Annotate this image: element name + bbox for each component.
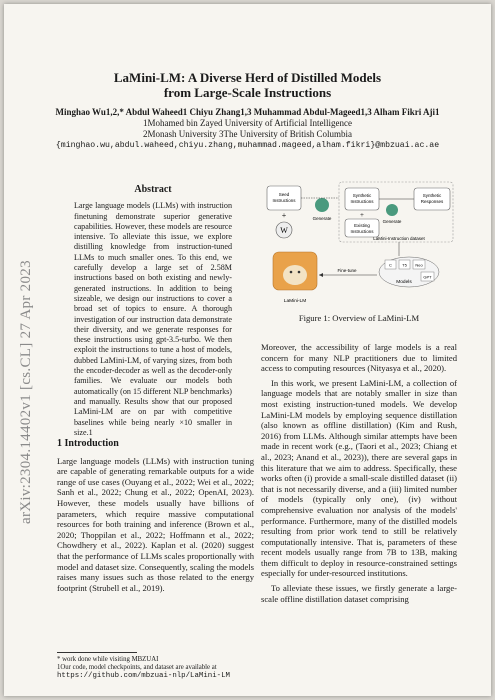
footnote-2: 1Our code, model checkpoints, and dataset are available at [57,664,217,671]
paper-title [4,70,491,100]
abstract-text: Large language models (LLMs) with instruction finetuning demonstrate superior generative capabilities. However, these models are resource intensive. To alleviate this issue, we explore distilling knowledge from instruction-tuned LLMs to much smaller ones. To this end, we carefully develop a large set of 2.58M instructions based on both existing and newly-generated instructions. In addition to being sizeable, we design our instructions to cover a broad set of topics to ensure. A thorough investigation of our instruction data demonstrate their diversity, and we generate responses for these instructions using gpt-3.5-turbo. We then exploit the instructions to tune a host of models, dubbed LaMini-LM, of varying sizes, from both the encoder-decoder as well as the decoder-only families. We evaluate our models both automatically (on 15 different NLP benchmarks) and manually. Results show that our proposed LaMini-LM are on par with competitive baselines while being nearly ×10 smaller in size.1 [74,201,232,437]
existing-label-2: Instructions [350,229,374,234]
footnote-divider [57,652,137,653]
arxiv-stamp: arXiv:2304.14402v1 [cs.CL] 27 Apr 2023 [18,260,34,524]
introduction-section [57,439,254,593]
title-line-1: LaMini-LM: A Diverse Herd of Distilled Models [113,70,382,85]
models-label: Models [396,280,412,285]
affiliation-2: 2Monash University 3The University of British Columbia [143,129,352,139]
right-paragraph-2: In this work, we present LaMini-LM, a collection of language models that are notably smaller in size than most existing instruction-tuned models. We develop LaMini-LM models by employing sequence distillation (also known as offline distillation) (Kim and Rush, 2016) from LLMs. Although similar attempts have been made in recent work (e.g., (Taori et al., 2023; Chiang et al., 2023; Anand et al., 2023)), there are several gaps in this literature that we aim to address. Specifically, these works often (i) provide a small-scale distilled dataset (ii) that is not necessarily diverse, and a (iii) limited number of models (typically only one), (iv) without comprehensive evaluation nor analysis of the models' performance. Furthermore, many of the distilled models resulting from prior work tend to still be relatively computationally intensive. That is, parameters of these recent models usually range from 7B to 13B, making them difficult to deploy in resource-constrained settings especially for under-resourced institutions. [261,377,457,579]
model-tag-c: C [389,262,392,268]
seed-label-2: Instructions [272,198,296,203]
openai-icon [315,198,329,212]
existing-label: Existing [354,223,370,228]
right-column [261,342,457,608]
right-paragraph-1: Moreover, the accessibility of large models is a real concern for many NLP practitioners due to limited access to computing resources (Nityasya et al., 2020). [261,342,457,374]
llama-face [283,265,307,285]
affiliation-1: 1Mohamed bin Zayed University of Artificial Intelligence [143,118,352,128]
intro-heading: 1 Introduction [57,438,119,449]
author-names: Minghao Wu1,2,* Abdul Waheed1 Chiyu Zhang1,3 Muhammad Abdul-Mageed1,3 Alham Fikri Aji1 [55,107,440,117]
author-block [4,107,491,151]
plus-sign: + [281,211,287,220]
abstract-section [74,185,232,438]
wikipedia-glyph: W [280,226,288,235]
generate-label-1: Generate [312,216,332,221]
seed-label: Seed [278,192,290,197]
generate-label-2: Generate [382,219,402,224]
abstract-heading: Abstract [134,184,172,195]
model-tag-gpt: GPT [423,274,432,280]
synthetic-instr-label-2: Instructions [350,199,374,204]
paper-page [4,4,491,696]
title-line-2: from Large-Scale Instructions [163,85,332,100]
right-paragraph-3: To alleviate these issues, we firstly generate a large-scale offline distillation dataset comprising [261,583,457,604]
existing-instructions-box [345,219,379,237]
finetune-label: Fine-tune [337,268,357,273]
figure-caption: Figure 1: Overview of LaMini-LM [298,313,420,323]
synthetic-instr-label: Synthetic [352,193,372,198]
lamini-label: LaMini-LM [283,299,307,304]
openai-icon-2 [386,204,398,216]
synthetic-resp-label-2: Responses [420,199,444,204]
synthetic-resp-label: Synthetic [422,193,442,198]
footnote-1: * work done while visiting MBZUAI [57,656,159,663]
footnote-url-link[interactable]: https://github.com/mbzuai-nlp/LaMini-LM [57,672,230,680]
dataset-label: LaMini-Instruction dataset [373,236,425,241]
plus-sign-2: + [360,211,364,219]
intro-text: Large language models (LLMs) with instruction tuning are capable of generating remarkable outputs for a wide range of use cases (Ouyang et al., 2022; Wei et al., 2022; Sanh et al., 2022; Chung et al., 2022; OpenAI, 2023). However, these models usually have billions of parameters, which require massive computational resources for both training and inference (Brown et al., 2020; Thoppilan et al., 2022; Hoffmann et al., 2022; Chowdhery et al., 2022). Kaplan et al. (2020) suggest that the performance of LLMs scales proportionally with model and dataset size. Consequently, scaling the models raises many issues such as those related to the energy footprint (Strubell et al., 2019). [57,455,254,593]
author-emails: {minghao.wu,abdul.waheed,chiyu.zhang,muhammad.mageed,alham.fikri}@mbzuai.ac.ae [55,141,440,150]
model-tag-t5: T5 [402,262,407,268]
model-tag-neo: Neo [415,262,423,268]
overview-figure [259,180,459,310]
footnotes [57,656,254,680]
